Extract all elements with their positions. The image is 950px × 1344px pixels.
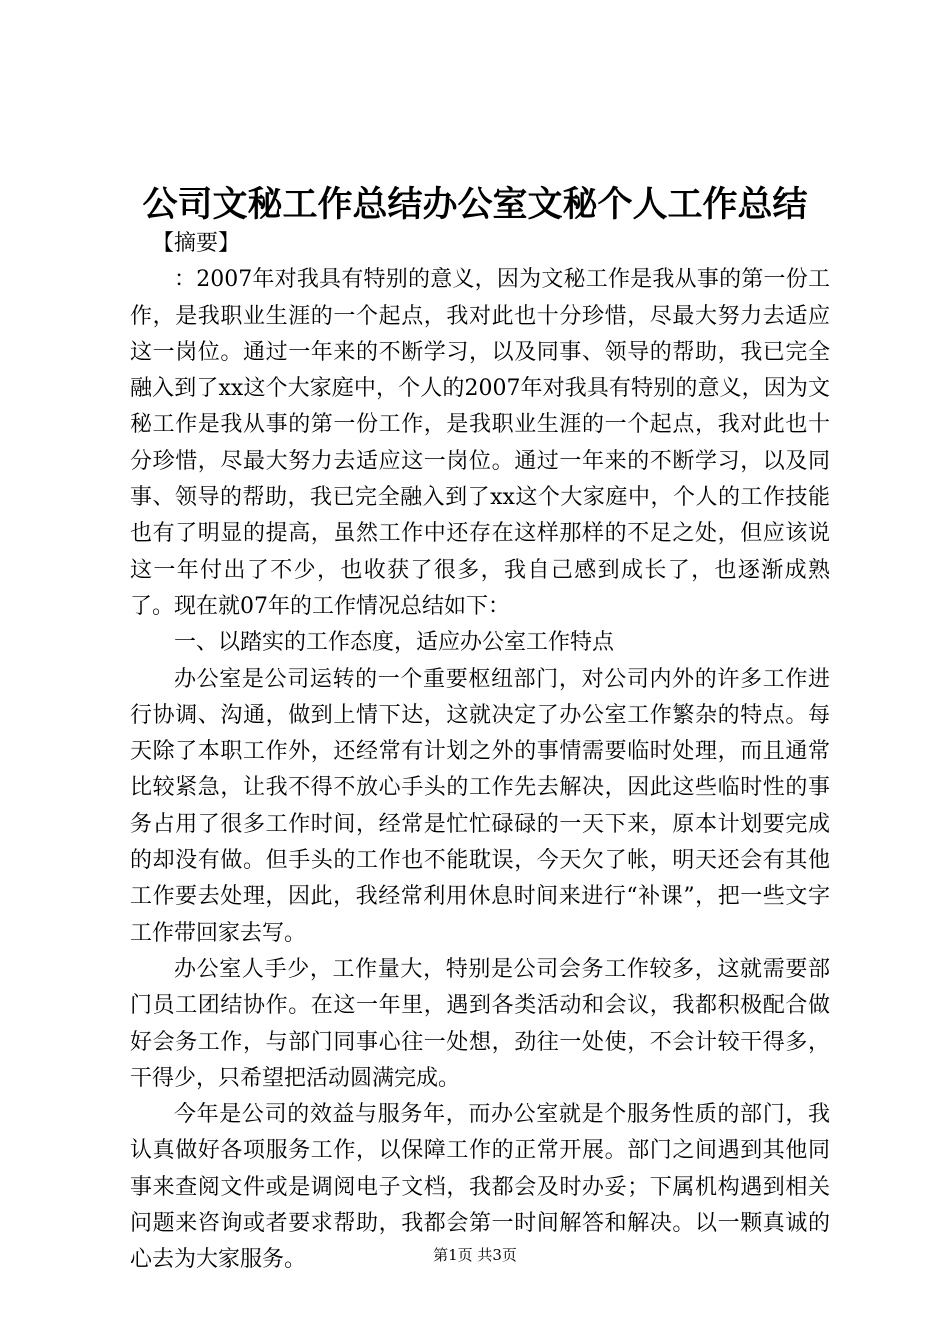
body-paragraph: 办公室是公司运转的一个重要枢纽部门，对公司内外的许多工作进行协调、沟通，做到上情下达，这就决定了办公室工作繁杂的特点。每天除了本职工作外，还经常有计划之外的事情需要临时处理，而且通常比较紧急，让我不得不放心手头的工作先去解决，因此这些临时性的事务占用了很多工作时间，经常是忙忙碌碌的一天下来，原本计划要完成的却没有做。但手头的工作也不能耽误，今天欠了帐，明天还会有其他工作要去处理，因此，我经常利用休息时间来进行“补课”，把一些文字工作带回家去写。 xyxy=(130,666,830,946)
document-title: 公司文秘工作总结办公室文秘个人工作总结 xyxy=(142,184,808,225)
body-paragraph: 办公室人手少，工作量大，特别是公司会务工作较多，这就需要部门员工团结协作。在这一年里，遇到各类活动和会议，我都积极配合做好会务工作，与部门同事心往一处想，劲往一处使，不会计较干得多，干得少，只希望把活动圆满完成。 xyxy=(130,956,830,1091)
body-paragraph: 今年是公司的效益与服务年，而办公室就是个服务性质的部门，我认真做好各项服务工作，以保障工作的正常开展。部门之间遇到其他同事来查阅文件或是调阅电子文档，我都会及时办妥；下属机构遇到相关问题来咨询或者要求帮助，我都会第一时间解答和解决。以一颗真诚的心去为大家服务。 xyxy=(130,1102,830,1273)
section-heading: 一、以踏实的工作态度，适应办公室工作特点 xyxy=(174,630,615,656)
abstract-paragraph: ：2007年对我具有特别的意义，因为文秘工作是我从事的第一份工作，是我职业生涯的一个起点，我对此也十分珍惜，尽最大努力去适应这一岗位。通过一年来的不断学习，以及同事、领导的帮助，我已完全融入到了xx这个大家庭中，个人的2007年对我具有特别的意义，因为文秘工作是我从事的第一份工作，是我职业生涯的一个起点，我对此也十分珍惜，尽最大努力去适应这一岗位。通过一年来的不断学习，以及同事、领导的帮助，我已完全融入到了xx这个大家庭中，个人的工作技能也有了明显的提高，虽然工作中还存在这样那样的不足之处，但应该说这一年付出了不少，也收获了很多，我自己感到成长了，也逐渐成熟了。现在就07年的工作情况总结如下： xyxy=(130,267,830,619)
document-body xyxy=(130,226,830,1279)
abstract-label: 【摘要】 xyxy=(152,231,241,256)
page-footer: 第1页 共3页 xyxy=(433,1246,517,1264)
